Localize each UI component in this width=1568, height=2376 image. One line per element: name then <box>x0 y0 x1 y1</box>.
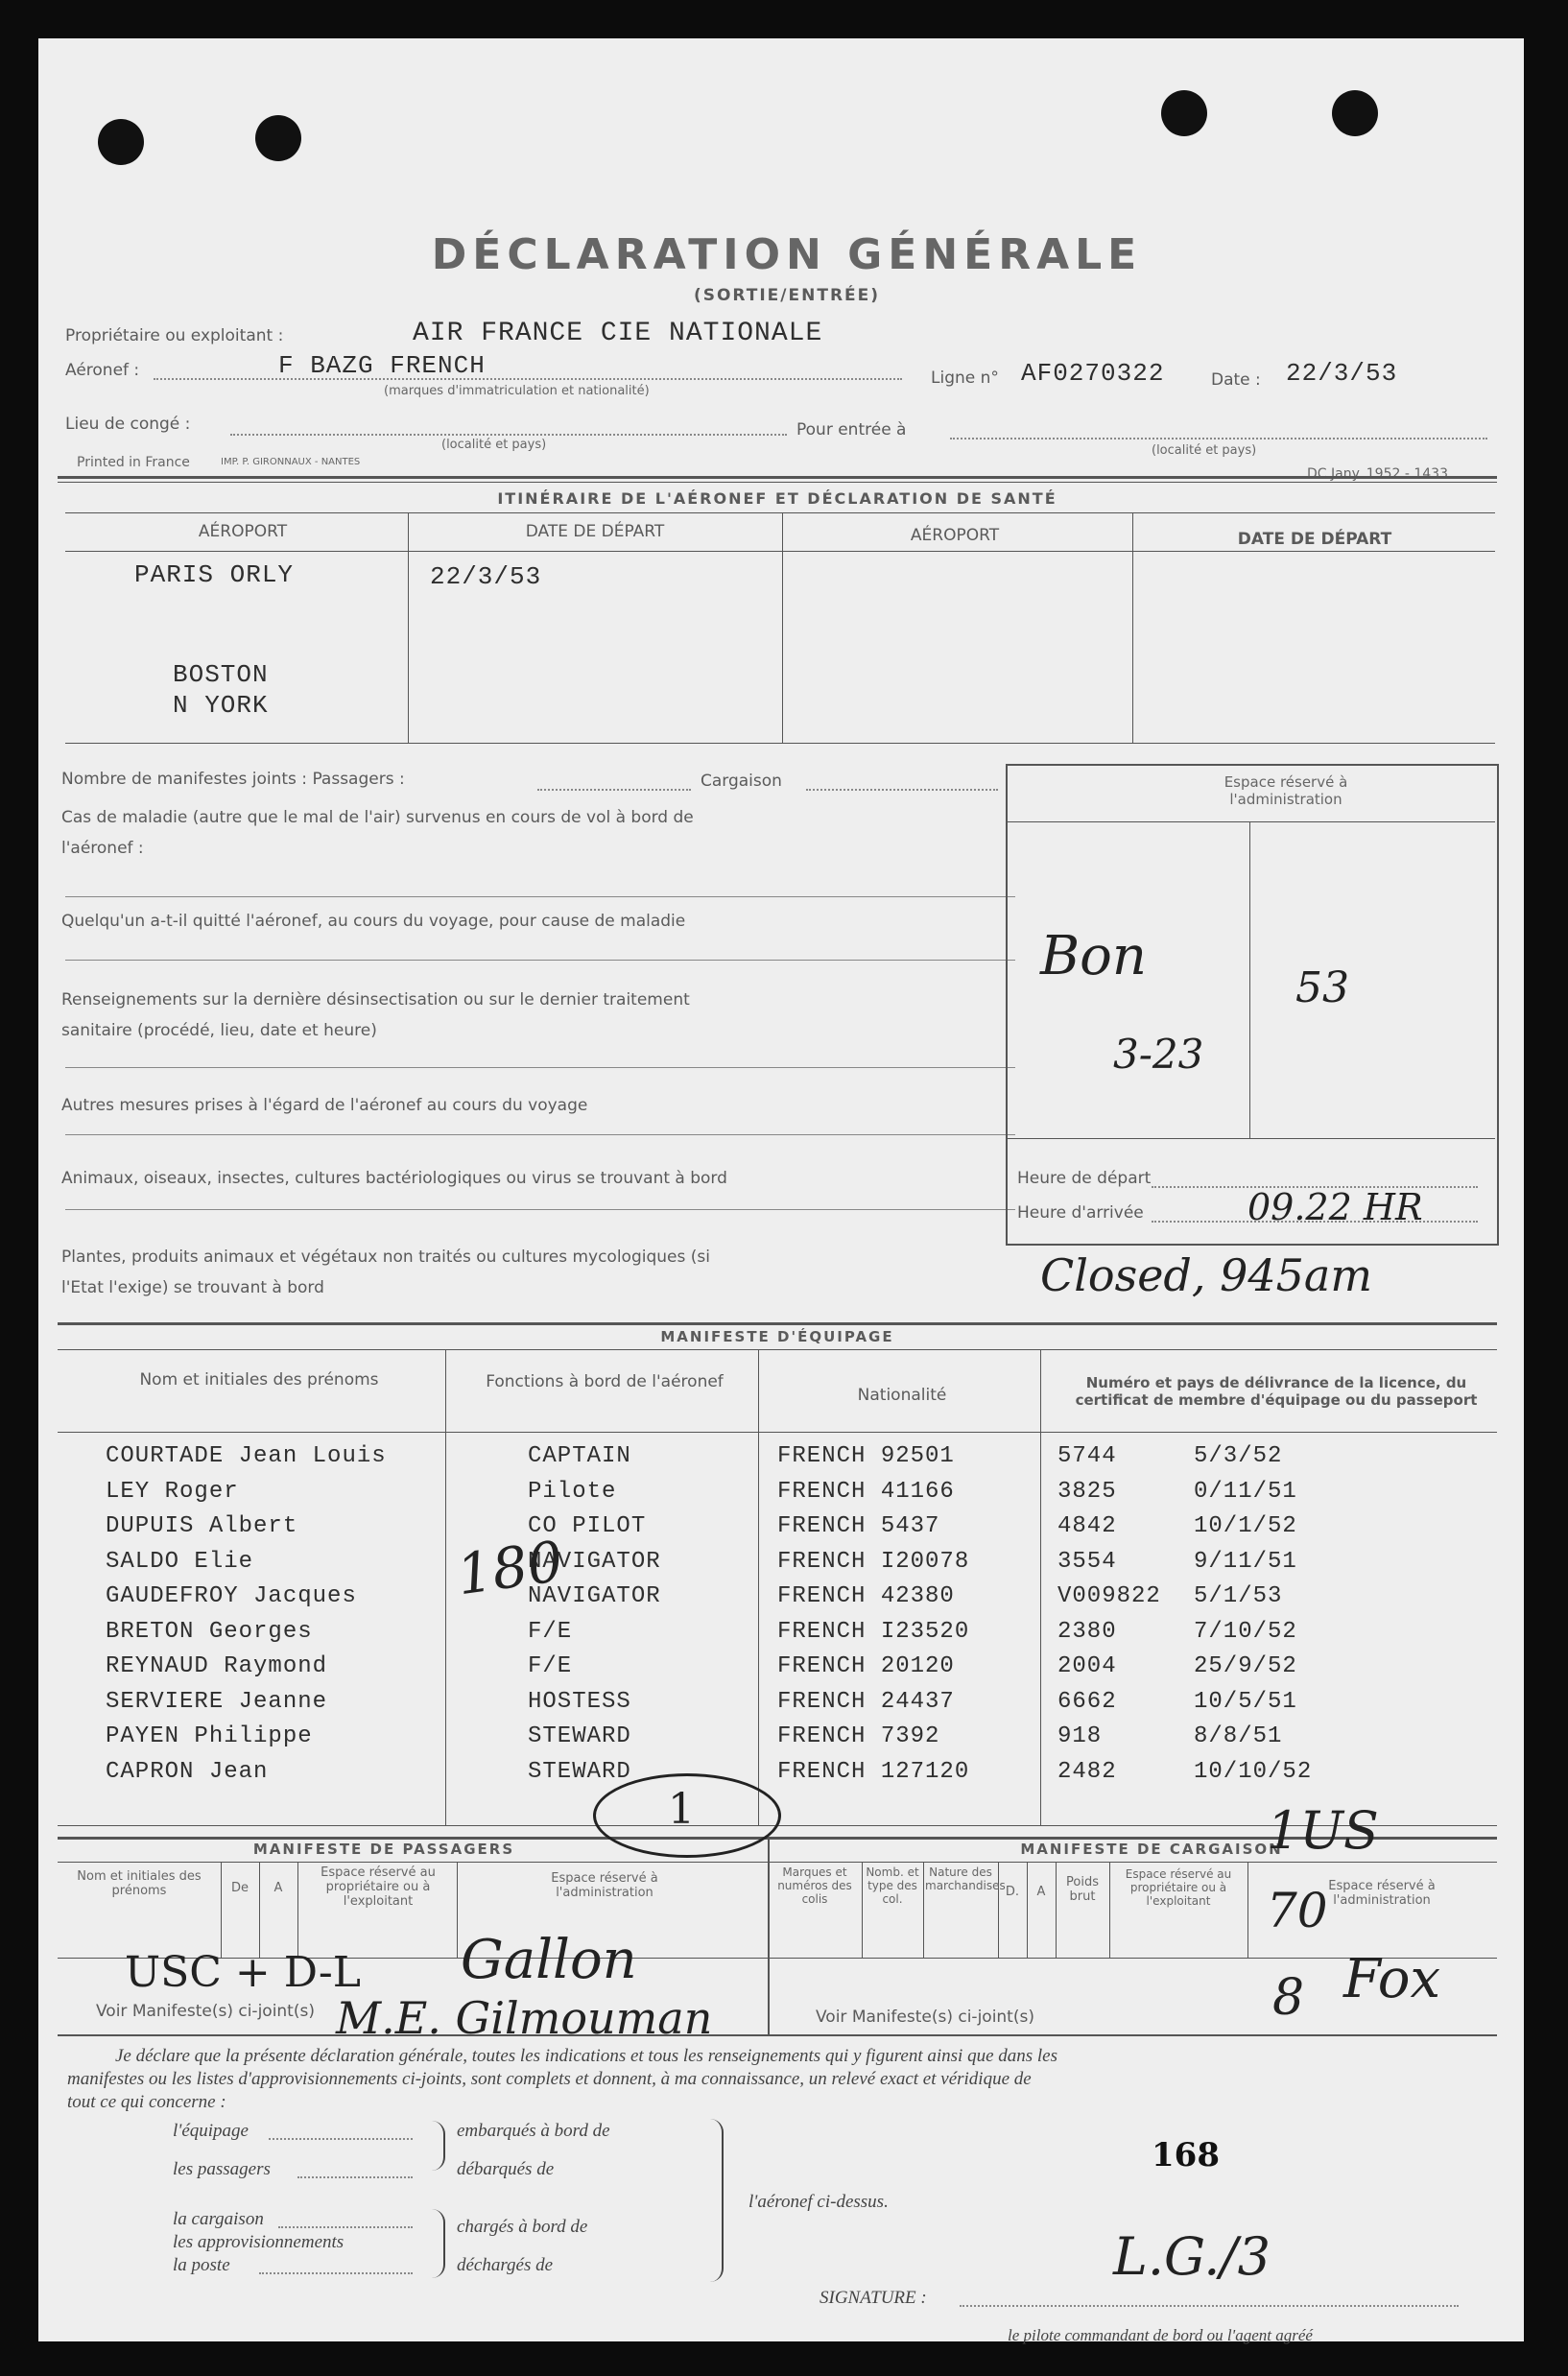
punch-hole <box>1161 90 1207 136</box>
crew-license-date: 25/9/52 <box>1194 1653 1297 1679</box>
dots <box>537 789 691 791</box>
punch-hole <box>1332 90 1378 136</box>
rule <box>1008 821 1495 822</box>
rule <box>457 1862 458 1958</box>
crew-function: NAVIGATOR <box>528 1583 661 1609</box>
rule <box>65 960 1015 961</box>
crew-name: PAYEN Philippe <box>106 1723 313 1749</box>
pax-col-owner: Espace réservé au propriétaire ou à l'exploitant <box>321 1865 436 1909</box>
crew-function: F/E <box>528 1618 573 1645</box>
decl-unloaded: déchargés de <box>457 2255 554 2275</box>
crew-nationality: FRENCH 42380 <box>777 1583 955 1609</box>
rule <box>65 743 1495 744</box>
form-code: DC Jany. 1952 - 1433 <box>1307 466 1448 482</box>
crew-col-nationality: Nationalité <box>857 1386 947 1405</box>
cargo-label: Cargaison <box>701 772 782 791</box>
admin-handwriting-2: 3-23 <box>1113 1031 1204 1078</box>
declaration-line-1: Je déclare que la présente déclaration générale, toutes les indications et tous les renseignements qui y figurent ainsi que dans les <box>115 2046 1057 2066</box>
itinerary-heading: ITINÉRAIRE DE L'AÉRONEF ET DÉCLARATION DE SANTÉ <box>497 489 1057 508</box>
pax-handwritten-line: USC + D-L <box>125 1948 361 1997</box>
crew-license-date: 5/3/52 <box>1194 1443 1283 1469</box>
document-subtitle: (SORTIE/ENTRÉE) <box>693 286 881 305</box>
pax-col-admin: Espace réservé à l'administration <box>551 1871 658 1900</box>
question-disinsection-2: sanitaire (procédé, lieu, date et heure) <box>61 1021 377 1040</box>
crew-handwritten-mark: 180 <box>452 1528 567 1608</box>
crew-license-date: 7/10/52 <box>1194 1618 1297 1645</box>
crew-license-date: 5/1/53 <box>1194 1583 1283 1609</box>
question-other-measures: Autres mesures prises à l'égard de l'aéronef au cours du voyage <box>61 1096 588 1115</box>
date-label: Date : <box>1211 370 1261 390</box>
decl-supplies: les approvisionnements <box>173 2232 344 2252</box>
crew-license-date: 0/11/51 <box>1194 1478 1297 1505</box>
cargo-col-admin: Espace réservé à l'administration <box>1328 1879 1436 1908</box>
rule <box>65 1134 1015 1135</box>
aircraft-value: F BAZG FRENCH <box>278 351 486 380</box>
line-label: Ligne n° <box>931 368 999 388</box>
crew-license-date: 10/5/51 <box>1194 1688 1297 1715</box>
rule <box>1040 1349 1041 1825</box>
punch-hole <box>255 115 301 161</box>
entry-label: Pour entrée à <box>796 420 907 440</box>
crew-nationality: FRENCH 24437 <box>777 1688 955 1715</box>
signature-dots <box>960 2305 1459 2307</box>
declaration-line-3: tout ce qui concerne : <box>67 2092 226 2112</box>
rule <box>445 1349 446 1825</box>
rule <box>65 1067 1015 1068</box>
crew-name: CAPRON Jean <box>106 1758 269 1785</box>
punch-hole <box>98 119 144 165</box>
rule <box>1109 1862 1110 1958</box>
crew-nationality: FRENCH I20078 <box>777 1548 970 1575</box>
crew-function: F/E <box>528 1653 573 1679</box>
hour-departure-label: Heure de départ <box>1017 1169 1152 1188</box>
crew-name: LEY Roger <box>106 1478 239 1505</box>
dots <box>278 2226 413 2228</box>
signature-handwriting: L.G./3 <box>1113 2226 1271 2287</box>
rule <box>923 1862 924 1958</box>
pax-col-a: A <box>273 1881 283 1895</box>
rule <box>58 476 1497 479</box>
rule <box>65 551 1495 552</box>
page-number: 168 <box>1152 2136 1220 2174</box>
cargo-heading: MANIFESTE DE CARGAISON <box>1020 1841 1283 1858</box>
declaration-line-2: manifestes ou les listes d'approvisionnements ci-joints, sont complets et donnent, à ma connaissance, un relevé exact et véridique de <box>67 2069 1032 2089</box>
printed-in: Printed in France <box>77 455 190 470</box>
rule <box>297 1862 298 1958</box>
itinerary-date-1: 22/3/53 <box>430 562 542 591</box>
crew-function: CO PILOT <box>528 1513 647 1539</box>
rule <box>65 1209 1015 1210</box>
decl-mail: la poste <box>173 2255 230 2275</box>
hour-arrival-value: 09.22 HR <box>1247 1186 1423 1228</box>
crew-col-name: Nom et initiales des prénoms <box>139 1370 379 1390</box>
rule <box>1056 1862 1057 1958</box>
col-date-2: DATE DE DÉPART <box>1237 530 1392 549</box>
decl-embarked: embarqués à bord de <box>457 2121 610 2141</box>
pax-signature-1: Gallon <box>461 1929 637 1991</box>
departure-place-label: Lieu de congé : <box>65 415 191 434</box>
printer: IMP. P. GIRONNAUX - NANTES <box>221 457 361 467</box>
locality-note: (localité et pays) <box>441 438 547 452</box>
crew-name: SERVIERE Jeanne <box>106 1688 328 1715</box>
crew-license-number: 5744 <box>1057 1443 1117 1469</box>
closed-note: Closed, 945am <box>1040 1249 1372 1301</box>
cargo-col-owner: Espace réservé au propriétaire ou à l'exploitant <box>1125 1867 1232 1908</box>
crew-nationality: FRENCH 127120 <box>777 1758 970 1785</box>
crew-license-date: 9/11/51 <box>1194 1548 1297 1575</box>
rule <box>259 1862 260 1958</box>
hour-arrival-label: Heure d'arrivée <box>1017 1203 1144 1223</box>
crew-license-number: 2380 <box>1057 1618 1117 1645</box>
col-date: DATE DE DÉPART <box>525 522 665 541</box>
rule <box>1247 1862 1248 1958</box>
rule <box>221 1862 222 1958</box>
dots <box>297 2176 413 2178</box>
crew-license-number: 6662 <box>1057 1688 1117 1715</box>
cargo-col-marks: Marques et numéros des colis <box>777 1865 852 1906</box>
crew-function: STEWARD <box>528 1758 631 1785</box>
aircraft-note: (marques d'immatriculation et nationalité) <box>384 384 650 398</box>
crew-function: Pilote <box>528 1478 617 1505</box>
manifests-label: Nombre de manifestes joints : Passagers : <box>61 770 405 789</box>
crew-license-number: 4842 <box>1057 1513 1117 1539</box>
signature-label: SIGNATURE : <box>820 2288 927 2308</box>
locality-note-2: (localité et pays) <box>1152 443 1257 458</box>
itinerary-airport-3: N YORK <box>173 691 269 720</box>
signature-caption: le pilote commandant de bord ou l'agent agréé <box>1008 2326 1313 2344</box>
crew-license-date: 10/1/52 <box>1194 1513 1297 1539</box>
crew-nationality: FRENCH 7392 <box>777 1723 940 1749</box>
question-plants: Plantes, produits animaux et végétaux non traités ou cultures mycologiques (si <box>61 1247 710 1267</box>
cargo-col-a: A <box>1036 1885 1046 1899</box>
crew-name: COURTADE Jean Louis <box>106 1443 387 1469</box>
dots <box>806 789 998 791</box>
cargo-handwriting-1: 1US <box>1267 1800 1379 1861</box>
rule <box>65 896 1015 897</box>
decl-cargo: la cargaison <box>173 2209 264 2229</box>
departure-dots <box>230 434 787 436</box>
crew-function: CAPTAIN <box>528 1443 631 1469</box>
crew-nationality: FRENCH I23520 <box>777 1618 970 1645</box>
rule <box>998 1862 999 1958</box>
owner-value: AIR FRANCE CIE NATIONALE <box>413 319 823 348</box>
col-airport: AÉROPORT <box>198 522 288 541</box>
crew-col-license: Numéro et pays de délivrance de la licence, du certificat de membre d'équipage ou du passeport <box>1075 1374 1478 1409</box>
pax-col-name: Nom et initiales des prénoms <box>77 1869 202 1898</box>
passengers-heading: MANIFESTE DE PASSAGERS <box>252 1841 515 1858</box>
aircraft-label: Aéronef : <box>65 361 140 380</box>
rule <box>58 1862 1497 1863</box>
crew-license-date: 10/10/52 <box>1194 1758 1313 1785</box>
crew-col-function: Fonctions à bord de l'aéronef <box>486 1372 724 1391</box>
itinerary-airport-1: PARIS ORLY <box>134 560 295 589</box>
rule <box>1249 821 1250 1138</box>
decl-crew: l'équipage <box>173 2121 249 2141</box>
crew-license-number: V009822 <box>1057 1583 1161 1609</box>
date-value: 22/3/53 <box>1286 359 1398 388</box>
rule <box>408 512 409 743</box>
crew-license-number: 3825 <box>1057 1478 1117 1505</box>
crew-name: SALDO Elie <box>106 1548 254 1575</box>
cargo-handwriting-3: 8 <box>1272 1969 1305 2027</box>
rule <box>862 1862 863 1958</box>
dots <box>259 2272 413 2274</box>
cargo-col-weight: Poids brut <box>1066 1875 1099 1904</box>
question-illness-2: l'aéronef : <box>61 839 144 858</box>
crew-license-number: 2004 <box>1057 1653 1117 1679</box>
rule <box>58 1322 1497 1325</box>
crew-license-date: 8/8/51 <box>1194 1723 1283 1749</box>
crew-function: NAVIGATOR <box>528 1548 661 1575</box>
crew-name: REYNAUD Raymond <box>106 1653 328 1679</box>
rule <box>1027 1862 1028 1958</box>
admin-handwriting: Bon <box>1040 925 1147 987</box>
crew-nationality: FRENCH 41166 <box>777 1478 955 1505</box>
rule <box>58 1349 1497 1350</box>
rule <box>1008 1138 1495 1139</box>
crew-name: BRETON Georges <box>106 1618 313 1645</box>
pax-signature-2: M.E. Gilmouman <box>336 1992 713 2044</box>
rule <box>65 512 1495 513</box>
crew-function: STEWARD <box>528 1723 631 1749</box>
rule <box>1132 512 1133 743</box>
crew-license-number: 918 <box>1057 1723 1103 1749</box>
rule <box>58 2034 1497 2036</box>
decl-disembarked: débarqués de <box>457 2159 555 2179</box>
decl-passengers: les passagers <box>173 2159 271 2179</box>
question-disinsection: Renseignements sur la dernière désinsectisation ou sur le dernier traitement <box>61 990 690 1010</box>
pax-footer: Voir Manifeste(s) ci-joint(s) <box>96 2002 315 2021</box>
rule <box>782 512 783 743</box>
crew-nationality: FRENCH 92501 <box>777 1443 955 1469</box>
decl-aircraft: l'aéronef ci-dessus. <box>748 2192 889 2212</box>
decl-loaded: chargés à bord de <box>457 2217 588 2237</box>
question-left-aircraft: Quelqu'un a-t-il quitté l'aéronef, au cours du voyage, pour cause de maladie <box>61 912 686 931</box>
brace <box>432 2209 445 2278</box>
question-plants-2: l'Etat l'exige) se trouvant à bord <box>61 1278 324 1297</box>
crew-nationality: FRENCH 5437 <box>777 1513 940 1539</box>
pax-col-de: De <box>230 1881 249 1895</box>
rule <box>58 482 1497 483</box>
crew-name: GAUDEFROY Jacques <box>106 1583 357 1609</box>
crew-license-number: 3554 <box>1057 1548 1117 1575</box>
cargo-col-number: Nomb. et type des col. <box>866 1865 919 1906</box>
col-airport-2: AÉROPORT <box>910 526 1000 545</box>
owner-label: Propriétaire ou exploitant : <box>65 326 284 345</box>
circle-mark-label: 1 <box>668 1785 695 1834</box>
admin-handwriting-3: 53 <box>1295 963 1349 1012</box>
rule <box>758 1349 759 1825</box>
itinerary-airport-2: BOSTON <box>173 660 269 689</box>
crew-license-number: 2482 <box>1057 1758 1117 1785</box>
cargo-col-d: D. <box>1005 1885 1020 1899</box>
cargo-handwriting-4: Fox <box>1343 1948 1441 2010</box>
question-illness: Cas de maladie (autre que le mal de l'air) survenus en cours de vol à bord de <box>61 808 694 827</box>
document-sheet <box>38 38 1524 2344</box>
crew-name: DUPUIS Albert <box>106 1513 298 1539</box>
cargo-col-nature: Nature des marchandises <box>925 1865 1006 1892</box>
brace-large <box>710 2119 724 2282</box>
line-value: AF0270322 <box>1021 359 1165 388</box>
dots <box>269 2138 413 2140</box>
cargo-footer: Voir Manifeste(s) ci-joint(s) <box>816 2008 1034 2027</box>
cargo-handwriting-2: 70 <box>1267 1883 1328 1938</box>
aircraft-dots <box>154 378 902 380</box>
brace <box>432 2121 445 2171</box>
rule <box>58 1432 1497 1433</box>
admin-box-title: Espace réservé à l'administration <box>1224 773 1348 808</box>
entry-dots <box>950 438 1487 440</box>
crew-function: HOSTESS <box>528 1688 631 1715</box>
crew-nationality: FRENCH 20120 <box>777 1653 955 1679</box>
crew-heading: MANIFESTE D'ÉQUIPAGE <box>660 1328 894 1345</box>
document-title: DÉCLARATION GÉNÉRALE <box>431 230 1143 279</box>
question-animals: Animaux, oiseaux, insectes, cultures bactériologiques ou virus se trouvant à bord <box>61 1169 727 1188</box>
